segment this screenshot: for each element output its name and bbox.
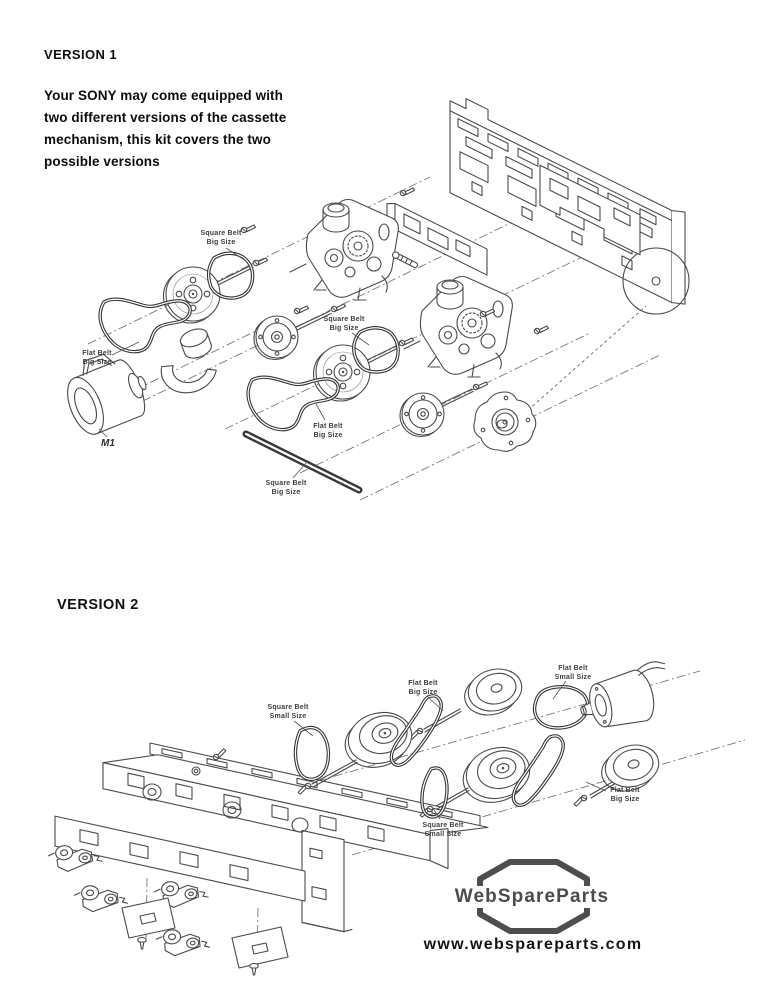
belt-label-square-small-1: Square Belt Small Size (267, 704, 309, 720)
belt-label-flat-small: Flat Belt Small Size (554, 665, 592, 681)
belt-label-flat-big-1: Flat Belt Big Size (82, 350, 112, 366)
intro-line: two different versions of the cassette (44, 110, 287, 125)
motor-label-m1: M1 (101, 438, 115, 449)
intro-paragraph (44, 85, 286, 173)
intro-line: possible versions (44, 154, 160, 169)
version2-diagram (47, 659, 745, 975)
belt-label-flat-big-v2-1: Flat Belt Big Size (408, 680, 438, 696)
belt-label-flat-big-2: Flat Belt Big Size (313, 423, 343, 439)
version2-heading: VERSION 2 (57, 597, 139, 613)
belt-label-square-big-1: Square Belt Big Size (200, 230, 242, 246)
website-url: www.webspareparts.com (423, 936, 643, 953)
version1-heading: VERSION 1 (44, 47, 117, 62)
belt-label-square-small-2: Square Belt Small Size (422, 822, 464, 838)
intro-line: mechanism, this kit covers the two (44, 132, 271, 147)
belt-label-flat-big-v2-2: Flat Belt Big Size (610, 787, 640, 803)
intro-line: Your SONY may come equipped with (44, 88, 283, 103)
belt-label-square-big-2: Square Belt Big Size (323, 316, 365, 332)
logo-wordmark: WebSpareParts (454, 886, 610, 907)
belt-label-square-big-3: Square Belt Big Size (265, 480, 307, 496)
